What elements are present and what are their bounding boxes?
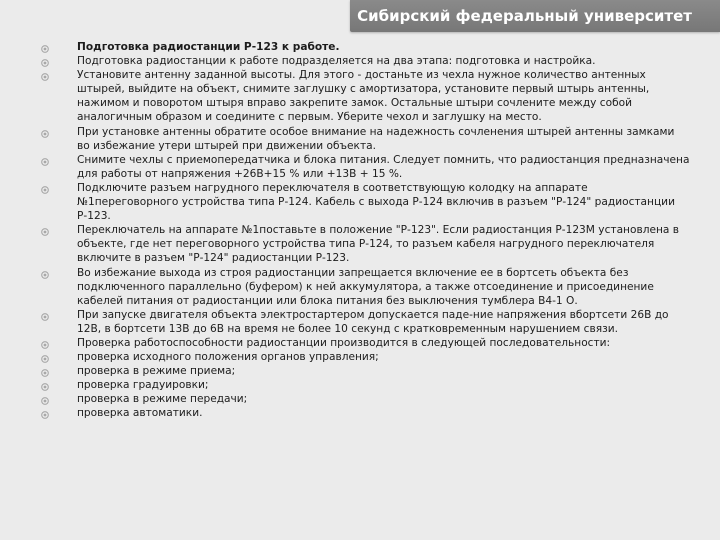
sun-bullet-icon <box>41 57 49 65</box>
list-item-text: При установке антенны обратите особое внимание на надежность сочленения штырей антенны замками во избежание утери штырей при движении объекта. <box>77 125 675 152</box>
list-item <box>40 336 690 350</box>
list-item-text: Подготовка радиостанции к работе подразделяется на два этапа: подготовка и настройка. <box>77 55 596 68</box>
header-bar <box>350 0 720 32</box>
list-item-text: Снимите чехлы с приемопередатчика и блока питания. Следует помнить, что радиостанция предназначена для работы от напряжения +26В+15 % или +13В + 15 %. <box>77 153 690 180</box>
list-item-text: Установите антенну заданной высоты. Для этого - достаньте из чехла нужное количество антенных штырей, выйдите на объект, снимите заглушку с амортизатора, установите первый штырь антенны, нажимом и поворотом штыря вправо закрепите замок. Остальные штыри сочлените между собой аналогичным образом и соедините с первым. Уберите чехол и заглушку на место. <box>77 69 650 124</box>
sun-bullet-icon <box>41 353 49 361</box>
sun-bullet-icon <box>41 409 49 417</box>
sun-bullet-icon <box>41 367 49 375</box>
list-item-text: При запуске двигателя объекта электростартером допускается паде-ние напряжения вбортсети 26В до 12В, в бортсети 13В до 6В на время не более 10 секунд с кратковременным нарушением связи. <box>77 308 669 335</box>
sun-bullet-icon <box>41 311 49 319</box>
list-item <box>40 406 690 420</box>
sun-bullet-icon <box>41 269 49 277</box>
sun-bullet-icon <box>41 339 49 347</box>
list-item <box>40 181 690 223</box>
list-item <box>40 125 690 153</box>
sun-bullet-icon <box>41 395 49 403</box>
bullet-list <box>40 40 690 421</box>
list-item <box>40 350 690 364</box>
list-item <box>40 68 690 124</box>
sun-bullet-icon <box>41 43 49 51</box>
list-item <box>40 153 690 181</box>
sun-bullet-icon <box>41 184 49 192</box>
sun-bullet-icon <box>41 156 49 164</box>
list-item-text: Проверка работоспособности радиостанции производится в следующей последовательности: <box>77 336 611 349</box>
list-item-text: Подключите разъем нагрудного переключателя в соответствующую колодку на аппарате №1переговорного устройства типа Р-124. Кабель с выхода Р-124 включив в разъем "Р-124" радиостанции Р-123. <box>77 181 675 223</box>
header-title: Сибирский федеральный университет <box>357 7 692 25</box>
sun-bullet-icon <box>41 226 49 234</box>
list-item-text: Подготовка радиостанции Р-123 к работе. <box>77 41 340 53</box>
list-item-text: Во избежание выхода из строя радиостанции запрещается включение ее в бортсеть объекта без подключенного параллельно (буфером) к ней аккумулятора, а также отсоединение и присоединение кабелей питания от радиостанции или блока питания без выключения тумблера В4-1 О. <box>77 266 654 307</box>
sun-bullet-icon <box>41 128 49 136</box>
list-item <box>40 266 690 308</box>
list-item-text: проверка автоматики. <box>77 407 203 420</box>
list-item <box>40 378 690 392</box>
sun-bullet-icon <box>41 381 49 389</box>
list-item <box>40 392 690 406</box>
list-item-text: проверка исходного положения органов управления; <box>77 351 379 364</box>
list-item <box>40 54 690 68</box>
list-item-text: проверка градуировки; <box>77 379 209 392</box>
list-item <box>40 40 690 54</box>
list-item <box>40 308 690 336</box>
sun-bullet-icon <box>41 71 49 79</box>
list-item-text: проверка в режиме приема; <box>77 365 236 378</box>
list-item <box>40 223 690 265</box>
list-item-text: проверка в режиме передачи; <box>77 393 248 406</box>
list-item-text: Переключатель на аппарате №1поставьте в положение "Р-123". Если радиостанция Р-123М установлена в объекте, где нет переговорного устройства типа Р-124, то разъем кабеля нагрудного переключателя включите в разъем "Р-124" радиостанции Р-123. <box>77 224 680 265</box>
list-item <box>40 364 690 378</box>
